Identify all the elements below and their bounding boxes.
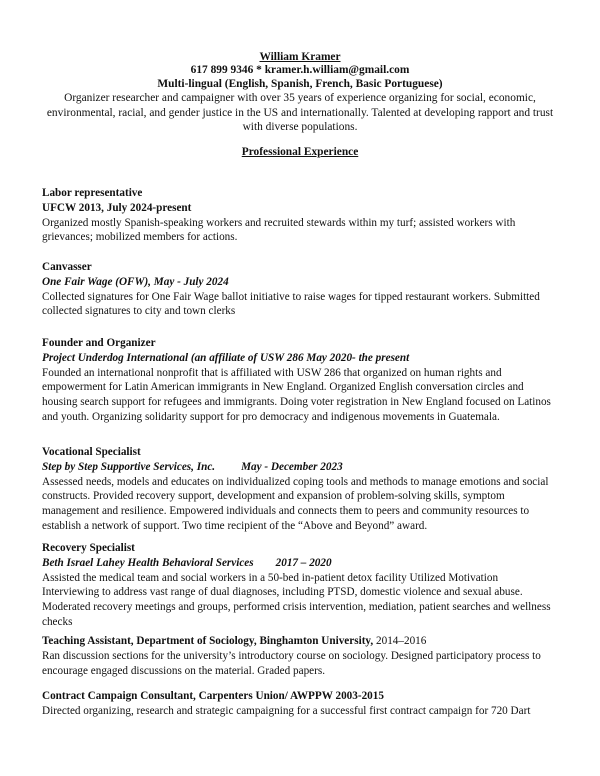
job-title: Teaching Assistant, Department of Sociology, Binghamton University,	[42, 635, 374, 647]
job-org: Step by Step Supportive Services, Inc.	[42, 460, 216, 473]
resume-name: William Kramer	[259, 51, 341, 63]
job-date: 2014–2016	[373, 635, 427, 647]
job-description: Directed organizing, research and strategic campaigning for a successful first contract campaign for 720 Dart	[42, 704, 531, 717]
job-title: Contract Campaign Consultant, Carpenters Union/ AWPPW 2003-2015	[42, 690, 384, 702]
job-title: Vocational Specialist	[42, 446, 141, 458]
summary-paragraph: Organizer researcher and campaigner with over 35 years of experience organizing for social, economic, environmental, racial, and gender justice in the US and internationally. Talented at developing rapport and trust with diverse populations.	[46, 92, 554, 133]
section-title-experience: Professional Experience	[241, 146, 359, 158]
job-org: UFCW 2013, July 2024-present	[42, 201, 192, 214]
job-entry-labor-representative	[42, 186, 558, 245]
job-org: Beth Israel Lahey Health Behavioral Services	[42, 556, 254, 569]
job-entry-teaching-assistant	[42, 634, 558, 678]
languages-line: Multi-lingual (English, Spanish, French, Basic Portuguese)	[157, 78, 443, 90]
job-org-line	[42, 556, 558, 571]
job-org: Project Underdog International (an affiliate of USW 286 May 2020- the present	[42, 351, 410, 364]
job-title: Founder and Organizer	[42, 337, 156, 349]
job-description: Founded an international nonprofit that is affiliated with USW 286 that organized on human rights and empowerment for Latin American immigrants in New England. Organized English conversation circles and housing search support for refugees and immigrants. Doing voter registration in New England focused on Latinos and youth. Organizing solidarity support for pro democracy and indigenous movements in Guatemala.	[42, 366, 551, 423]
job-title-line	[42, 634, 558, 649]
job-org-line	[42, 460, 558, 475]
job-description: Assessed needs, models and educates on individualized coping tools and methods to manage emotions and social constructs. Provided recovery support, development and expansion of problem-solving skills, symptom management and resilience. Empowered individuals and connects them to peers and community resources to establish a network of support. Two time recipient of the “Above and Beyond” award.	[42, 475, 549, 532]
job-description: Ran discussion sections for the university’s introductory course on sociology. Designed participatory process to encourage engaged discussions on the material. Graded papers.	[42, 649, 541, 677]
job-title: Labor representative	[42, 187, 143, 199]
job-entry-canvasser	[42, 260, 558, 319]
job-title: Recovery Specialist	[42, 542, 135, 554]
job-org: One Fair Wage (OFW), May - July 2024	[42, 275, 229, 288]
job-description: Organized mostly Spanish-speaking workers and recruited stewards within my turf; assisted workers with grievances; mobilized members for actions.	[42, 216, 516, 244]
job-entry-founder-organizer	[42, 336, 558, 425]
job-entry-recovery-specialist	[42, 541, 558, 630]
job-title: Canvasser	[42, 261, 92, 273]
contact-line: 617 899 9346 * kramer.h.william@gmail.com	[190, 64, 410, 76]
job-entry-vocational-specialist	[42, 445, 558, 534]
job-entry-contract-campaign-consultant	[42, 689, 558, 719]
job-date: 2017 – 2020	[275, 556, 332, 569]
job-description: Assisted the medical team and social workers in a 50-bed in-patient detox facility Utilized Motivation Interviewing to address vast range of dual diagnoses, including PTSD, domestic violence and sexual abuse. Moderated recovery meetings and groups, performed crisis intervention, mediation, patient searches and wellness checks	[42, 571, 551, 628]
job-description: Collected signatures for One Fair Wage ballot initiative to raise wages for tipped restaurant workers. Submitted collected signatures to city and town clerks	[42, 290, 540, 318]
job-date: May - December 2023	[241, 460, 343, 473]
